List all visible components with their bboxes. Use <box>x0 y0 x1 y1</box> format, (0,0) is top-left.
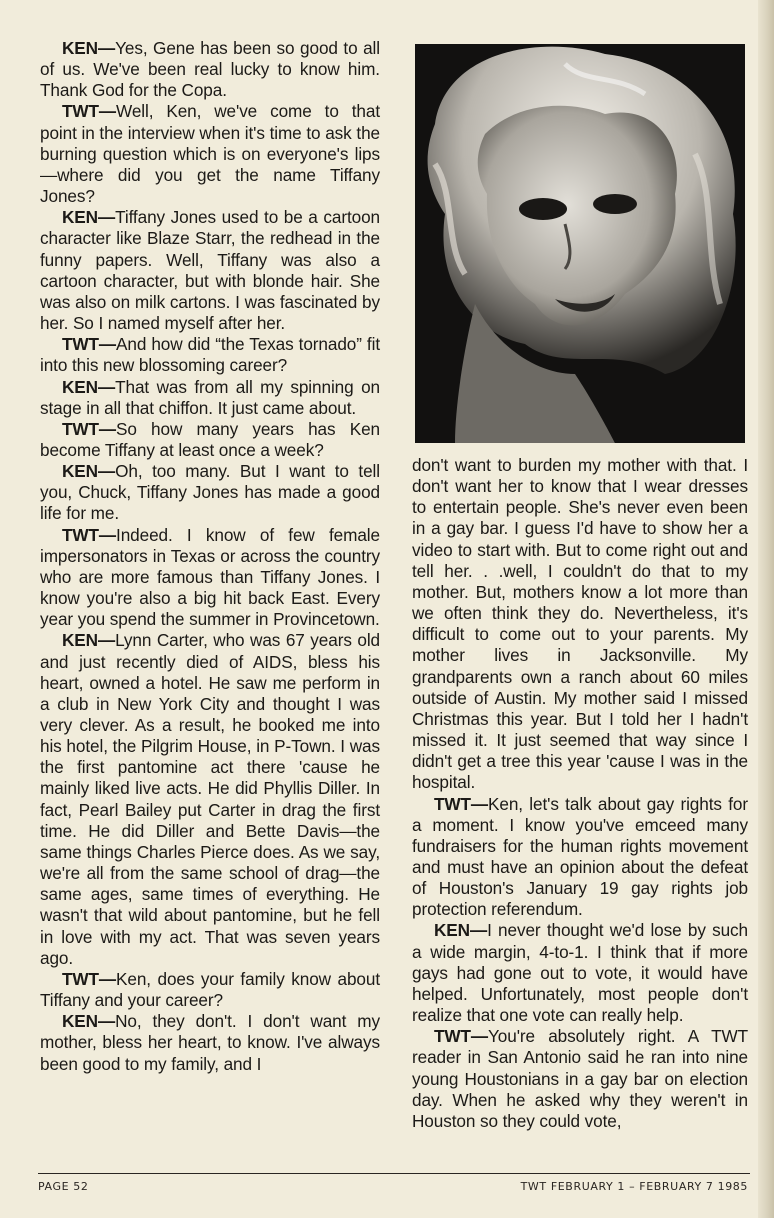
page-number: PAGE 52 <box>38 1180 89 1193</box>
speaker-dash: — <box>98 101 117 122</box>
speech-text: Tiffany Jones used to be a cartoon character like Blaze Starr, the redhead in the funny papers. Well, Tiffany was also a cartoon character, but with blonde hair. She was also on milk cartons. I was fascinated by her. So I named myself after her. <box>40 207 380 334</box>
speaker-label: KEN <box>62 376 98 397</box>
interview-paragraph <box>40 969 380 1011</box>
speech-text: No, they don't. I don't want my mother, bless her heart, to know. I've always been good to my family, and I <box>40 1011 380 1074</box>
continued-paragraph: don't want to burden my mother with that. I don't want her to know that I wear dresses to entertain people. She's never even been in a gay bar. I guess I'd have to show her a video to start with. But to come right out and tell her. . .well, I couldn't do that to my mother. But, mothers know a lot more than we often think they do. Nevertheless, it's difficult to come out to your parents. My mother lives in Jacksonville. My grandparents own a ranch about 60 miles outside of Austin. My mother said I missed Christmas this year. But I told her I hadn't missed it. It just seemed that way since I didn't get a tree this year 'cause I was in the hospital. <box>412 455 748 793</box>
speaker-label: TWT <box>62 968 99 989</box>
speaker-label: TWT <box>62 418 99 439</box>
speaker-dash: — <box>98 630 116 651</box>
interview-paragraph <box>40 461 380 524</box>
speaker-label: KEN <box>62 1011 98 1032</box>
interview-paragraph <box>412 794 748 921</box>
speech-text: Yes, Gene has been so good to all of us. We've been real lucky to know him. Thank God for the Copa. <box>40 38 380 101</box>
speaker-dash: — <box>98 1011 116 1032</box>
speech-text: And how did “the Texas tornado” fit into this new blossoming career? <box>40 334 380 376</box>
right-text-column <box>412 455 748 1132</box>
speaker-dash: — <box>98 334 117 355</box>
interview-paragraph <box>40 334 380 376</box>
speaker-label: TWT <box>62 524 99 545</box>
speaker-dash: — <box>98 461 116 482</box>
speaker-dash: — <box>98 418 117 439</box>
portrait-photo <box>415 44 745 443</box>
speaker-dash: — <box>470 920 488 941</box>
issue-date: TWT FEBRUARY 1 – FEBRUARY 7 1985 <box>520 1180 748 1193</box>
page-edge-shadow <box>758 0 774 1218</box>
speech-text: You're absolutely right. A TWT reader in San Antonio said he ran into nine young Houstonians in a gay bar on election day. When he asked why they weren't in Houston so they could vote, <box>412 1026 748 1131</box>
left-text-column <box>40 38 380 1075</box>
speaker-label: TWT <box>434 793 471 814</box>
interview-paragraph <box>40 525 380 631</box>
footer-divider <box>38 1173 750 1174</box>
interview-paragraph <box>40 630 380 969</box>
speech-text: That was from all my spinning on stage in all that chiffon. It just came about. <box>40 376 380 418</box>
interview-paragraph <box>40 1011 380 1074</box>
speaker-dash: — <box>470 793 489 814</box>
speaker-label: KEN <box>62 461 98 482</box>
interview-paragraph <box>40 377 380 419</box>
speech-text: Indeed. I know of few female impersonators in Texas or across the country who are more famous than Tiffany Jones. I know you're also a big hit back East. Every year you spend the summer in Provincetown. <box>40 524 380 630</box>
interview-paragraph <box>412 920 748 1026</box>
portrait-drawing <box>415 44 745 443</box>
interview-paragraph <box>40 101 380 207</box>
speaker-dash: — <box>98 968 117 989</box>
interview-paragraph <box>40 38 380 101</box>
speech-text: I never thought we'd lose by such a wide margin, 4-to-1. I think that if more gays had gone out to vote, it would have helped. Unfortunately, most people don't realize that one vote can really help. <box>412 920 748 1026</box>
speaker-dash: — <box>98 38 116 58</box>
speaker-label: KEN <box>62 630 98 651</box>
speaker-label: TWT <box>62 334 99 355</box>
speech-text: Ken, let's talk about gay rights for a moment. I know you've emceed many fundraisers for the human rights movement and must have an opinion about the defeat of Houston's January 19 gay rights job protection referendum. <box>412 793 748 920</box>
speaker-dash: — <box>98 376 116 397</box>
speech-text: Lynn Carter, who was 67 years old and just recently died of AIDS, bless his heart, owned a hotel. He saw me perform in a club in New York City and thought I was very clever. As a result, he booked me into his hotel, the Pilgrim House, in P-Town. I was the first pantomine act there 'cause he mainly liked live acts. He did Phyllis Diller. In fact, Pearl Bailey put Carter in drag the first time. He did Diller and Bette Davis—the same things Charles Pierce does. As we say, we're all from the same school of drag—the same ages, same times of everything. He wasn't that wild about pantomine, but he fell in love with my act. That was seven years ago. <box>40 630 380 968</box>
speaker-label: KEN <box>434 920 470 941</box>
speaker-label: TWT <box>434 1026 471 1047</box>
speech-text: So how many years has Ken become Tiffany at least once a week? <box>40 418 380 460</box>
speaker-dash: — <box>98 207 116 228</box>
interview-paragraph <box>40 207 380 334</box>
speaker-label: KEN <box>62 207 98 228</box>
speech-text: Oh, too many. But I want to tell you, Chuck, Tiffany Jones has made a good life for me. <box>40 461 380 524</box>
speaker-label: TWT <box>62 101 99 122</box>
interview-paragraph <box>40 419 380 461</box>
speech-text: Ken, does your family know about Tiffany and your career? <box>40 968 380 1011</box>
speaker-label: KEN <box>62 38 98 58</box>
speaker-dash: — <box>98 524 117 545</box>
speech-text: Well, Ken, we've come to that point in the interview when it's time to ask the burning question which is on everyone's lips—where did you get the name Tiffany Jones? <box>40 101 380 207</box>
speaker-dash: — <box>470 1026 489 1047</box>
interview-paragraph <box>412 1026 748 1132</box>
